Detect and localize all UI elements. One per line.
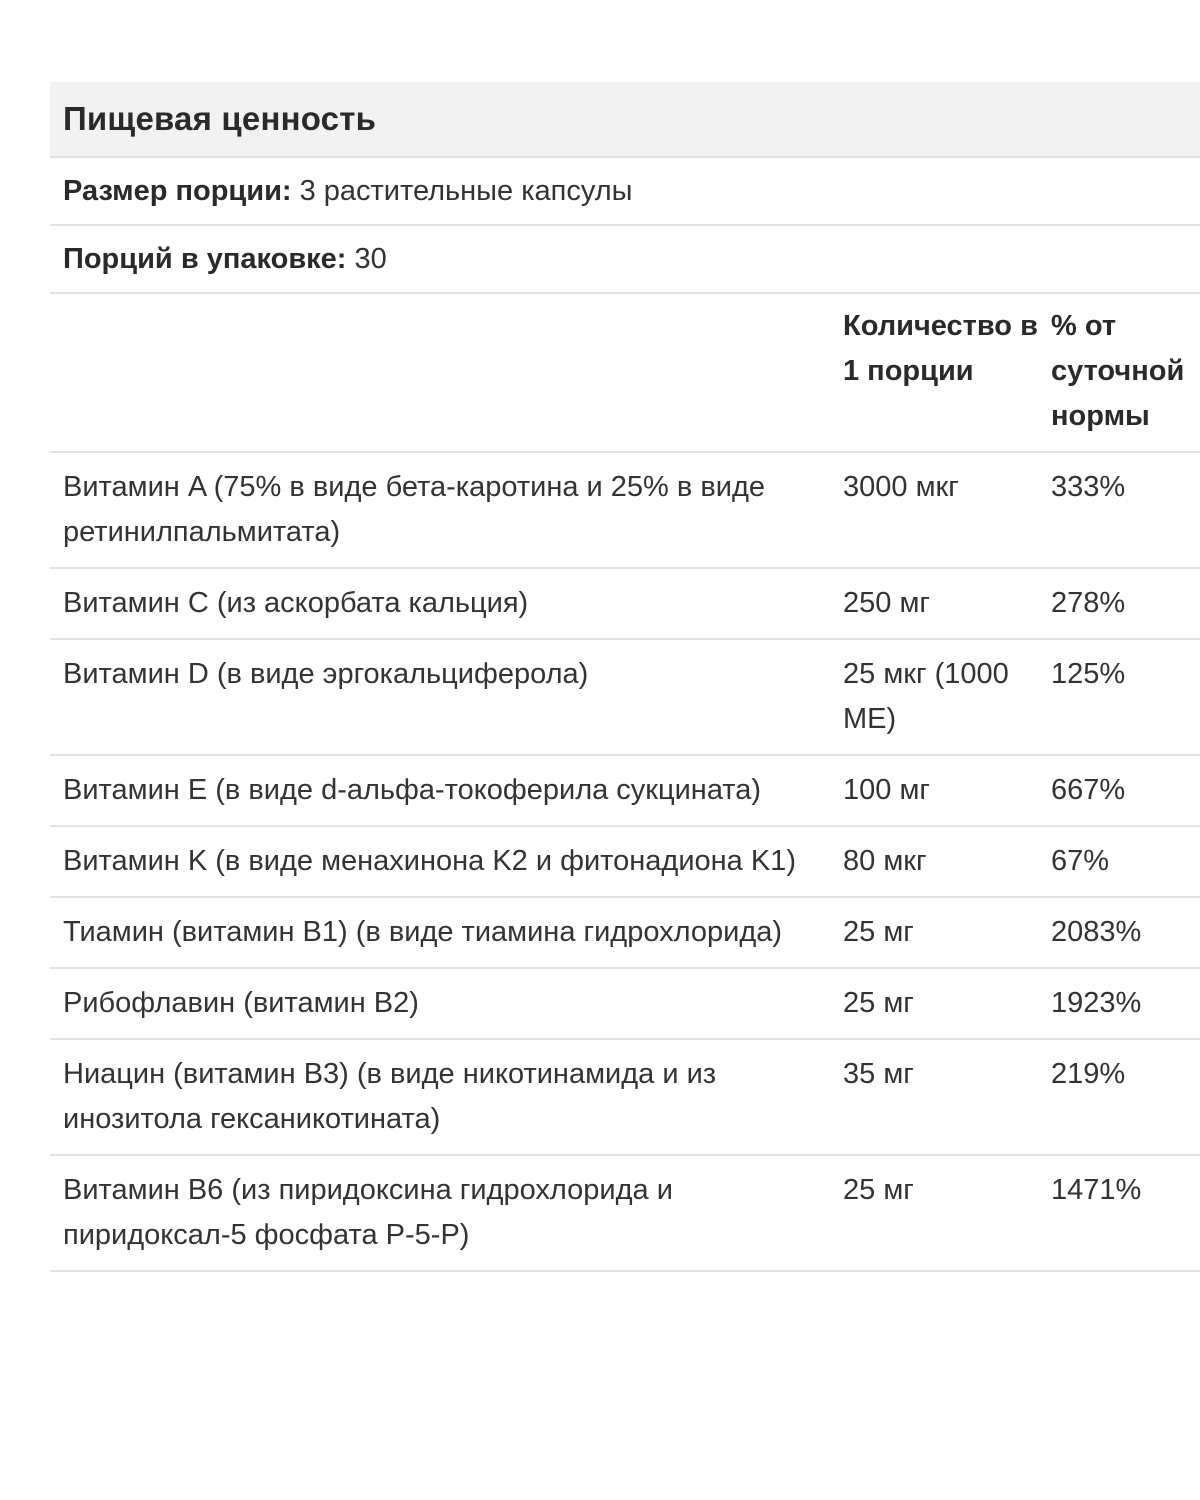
nutrient-amount: 3000 мкг bbox=[830, 452, 1038, 568]
nutrient-name: Ниацин (витамин B3) (в виде никотинамида и из инозитола гексаникотината) bbox=[50, 1039, 830, 1155]
nutrient-amount: 25 мкг (1000 МЕ) bbox=[830, 639, 1038, 755]
nutrient-amount: 80 мкг bbox=[830, 826, 1038, 897]
nutrient-amount: 25 мг bbox=[830, 968, 1038, 1039]
column-header-amount: Количество в 1 порции bbox=[830, 294, 1038, 452]
nutrient-name: Витамин K (в виде менахинона K2 и фитонадиона K1) bbox=[50, 826, 830, 897]
nutrient-name: Витамин C (из аскорбата кальция) bbox=[50, 568, 830, 639]
table-row bbox=[50, 568, 1200, 639]
serving-size-row bbox=[50, 158, 1200, 226]
serving-size-label: Размер порции: bbox=[63, 174, 292, 207]
nutrient-daily-value: 219% bbox=[1038, 1039, 1200, 1155]
nutrient-name: Витамин E (в виде d-альфа-токоферила сукцината) bbox=[50, 755, 830, 826]
table-row bbox=[50, 1155, 1200, 1271]
nutrient-amount: 25 мг bbox=[830, 897, 1038, 968]
nutrient-name: Витамин D (в виде эргокальциферола) bbox=[50, 639, 830, 755]
nutrient-daily-value: 333% bbox=[1038, 452, 1200, 568]
servings-per-container-value: 30 bbox=[354, 242, 387, 275]
table-row bbox=[50, 452, 1200, 568]
nutrient-daily-value: 1923% bbox=[1038, 968, 1200, 1039]
nutrient-amount: 250 мг bbox=[830, 568, 1038, 639]
nutrient-amount: 35 мг bbox=[830, 1039, 1038, 1155]
table-row bbox=[50, 639, 1200, 755]
nutrition-facts-panel bbox=[50, 82, 1200, 1272]
nutrient-daily-value: 667% bbox=[1038, 755, 1200, 826]
nutrient-name: Витамин B6 (из пиридоксина гидрохлорида и пиридоксал-5 фосфата P-5-P) bbox=[50, 1155, 830, 1271]
table-row bbox=[50, 1039, 1200, 1155]
column-header-name bbox=[50, 294, 830, 452]
column-header-daily-value: % от суточной нормы bbox=[1038, 294, 1200, 452]
servings-per-container-row bbox=[50, 226, 1200, 294]
nutrient-name: Тиамин (витамин B1) (в виде тиамина гидрохлорида) bbox=[50, 897, 830, 968]
table-header-row bbox=[50, 294, 1200, 452]
title-row bbox=[50, 82, 1200, 158]
nutrient-name: Витамин A (75% в виде бета-каротина и 25% в виде ретинилпальмитата) bbox=[50, 452, 830, 568]
table-row bbox=[50, 897, 1200, 968]
nutrient-daily-value: 67% bbox=[1038, 826, 1200, 897]
table-row bbox=[50, 826, 1200, 897]
nutrient-amount: 25 мг bbox=[830, 1155, 1038, 1271]
panel-title: Пищевая ценность bbox=[63, 100, 377, 137]
nutrients-table bbox=[50, 294, 1200, 1272]
nutrient-daily-value: 278% bbox=[1038, 568, 1200, 639]
table-row bbox=[50, 968, 1200, 1039]
table-row bbox=[50, 755, 1200, 826]
nutrient-daily-value: 2083% bbox=[1038, 897, 1200, 968]
nutrient-daily-value: 125% bbox=[1038, 639, 1200, 755]
nutrient-name: Рибофлавин (витамин B2) bbox=[50, 968, 830, 1039]
serving-size-value: 3 растительные капсулы bbox=[299, 174, 633, 207]
nutrient-amount: 100 мг bbox=[830, 755, 1038, 826]
nutrient-daily-value: 1471% bbox=[1038, 1155, 1200, 1271]
servings-per-container-label: Порций в упаковке: bbox=[63, 242, 347, 275]
